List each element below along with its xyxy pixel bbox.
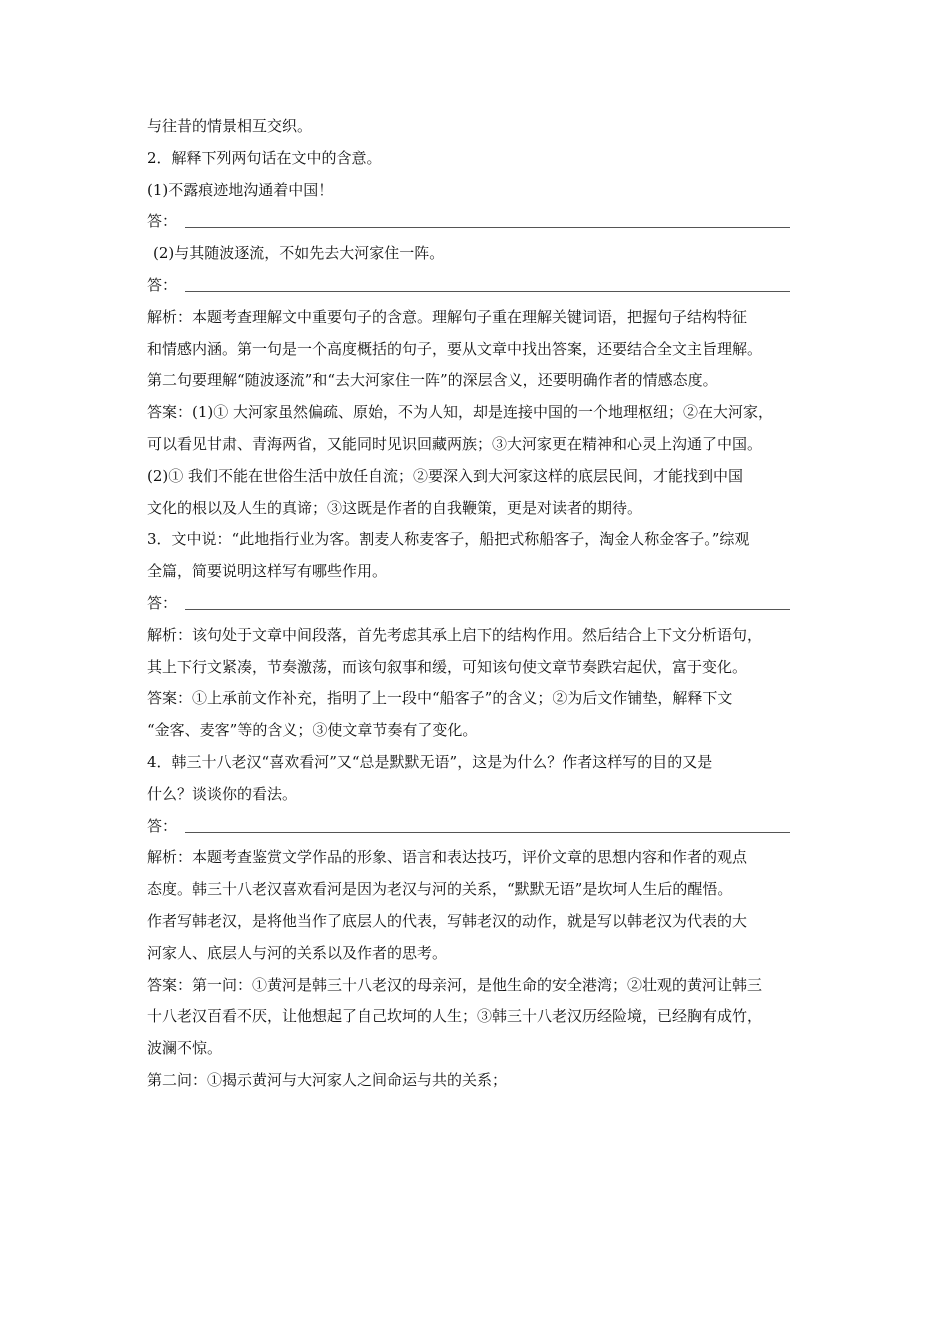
text-line: 第二句要理解“随波逐流”和“去大河家住一阵”的深层含义，还要明确作者的情感态度。 [147,371,718,390]
text-line: 可以看见甘肃、青海两省，又能同时见识回藏两族；③大河家更在精神和心灵上沟通了中国。 [147,434,763,453]
text-line: 与往昔的情景相互交织。 [147,117,313,135]
answer-label: 答： [147,212,178,231]
text-line: 态度。韩三十八老汉喜欢看河是因为老汉与河的关系，“默默无语”是坎坷人生后的醒悟。 [147,880,733,899]
answer-label: 答： [147,275,178,294]
answer-label: 答： [147,593,178,612]
text-line: 解析：本题考查理解文中重要句子的含意。理解句子重在理解关键词语，把握句子结构特征 [147,307,748,326]
text-line: 答案：第一问：①黄河是韩三十八老汉的母亲河，是他生命的安全港湾；②壮观的黄河让韩三 [147,975,763,994]
text-line: 和情感内涵。第一句是一个高度概括的句子，要从文章中找出答案，还要结合全文主旨理解。 [147,339,763,358]
text-line: 解析：该句处于文章中间段落，首先考虑其承上启下的结构作用。然后结合上下文分析语句， [147,625,763,644]
text-line: 作者写韩老汉，是将他当作了底层人的代表，写韩老汉的动作，就是写以韩老汉为代表的大 [147,911,748,930]
answer-label: 答： [147,816,178,835]
text-line: 3．文中说：“此地指行业为客。割麦人称麦客子，船把式称船客子，淘金人称金客子。”综观 [147,530,750,549]
answer-blank [147,595,812,612]
text-line: 其上下行文紧凑，节奏激荡，而该句叙事和缓，可知该句使文章节奏跌宕起伏，富于变化。 [147,657,748,676]
text-line: 全篇，简要说明这样写有哪些作用。 [147,562,388,581]
answer-rule [185,227,790,228]
text-line: 解析：本题考查鉴赏文学作品的形象、语言和表达技巧，评价文章的思想内容和作者的观点 [147,848,748,867]
text-line: (2)① 我们不能在世俗生活中放任自流；②要深入到大河家这样的底层民间，才能找到中国 [147,466,744,485]
answer-blank [147,213,812,230]
text-line: 文化的根以及人生的真谛；③这既是作者的自我鞭策，更是对读者的期待。 [147,498,643,517]
text-line: 答案：(1)① 大河家虽然偏疏、原始，不为人知，却是连接中国的一个地理枢纽；②在大河家， [147,403,774,422]
answer-blank [147,818,812,835]
text-line: “金客、麦客”等的含义；③使文章节奏有了变化。 [147,721,478,740]
answer-rule [185,291,790,292]
text-line: 波澜不惊。 [147,1039,223,1058]
text-line: 十八老汉百看不厌，让他想起了自己坎坷的人生；③韩三十八老汉历经险境，已经胸有成竹， [147,1007,763,1026]
text-line: (1)不露痕迹地沟通着中国！ [147,180,334,199]
text-line: (2)与其随波逐流，不如先去大河家住一阵。 [153,244,445,263]
answer-rule [185,609,790,610]
text-line: 答案：①上承前文作补充，指明了上一段中“船客子”的含义；②为后文作铺垫，解释下文 [147,689,733,708]
text-line: 河家人、底层人与河的关系以及作者的思考。 [147,943,448,962]
answer-blank [147,277,812,294]
text-line: 什么？谈谈你的看法。 [147,784,298,803]
answer-rule [185,832,790,833]
text-line: 4．韩三十八老汉“喜欢看河”又“总是默默无语”，这是为什么？作者这样写的目的又是 [147,752,713,771]
document-page [147,118,812,1089]
text-line: 第二问：①揭示黄河与大河家人之间命运与共的关系； [147,1070,508,1089]
text-line: 2．解释下列两句话在文中的含意。 [147,148,382,167]
